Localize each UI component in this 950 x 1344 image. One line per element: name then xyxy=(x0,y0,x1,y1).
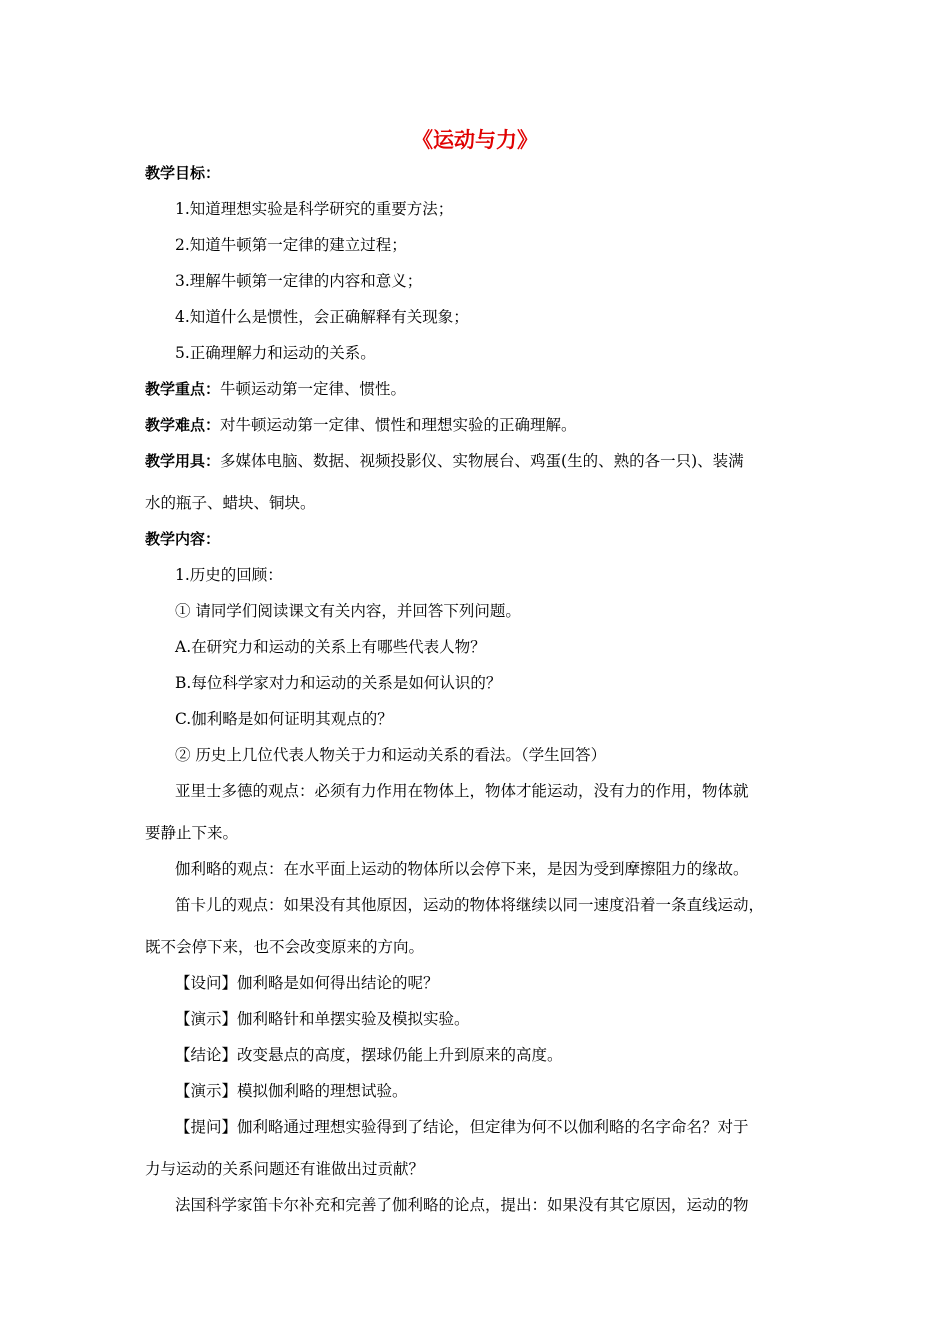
objective-item-5: 5.正确理解力和运动的关系。 xyxy=(175,344,376,362)
demo-2: 【演示】模拟伽利略的理想试验。 xyxy=(175,1082,408,1100)
difficulties-label: 教学难点： xyxy=(145,416,221,434)
objective-item-1: 1.知道理想实验是科学研究的重要方法； xyxy=(175,200,454,218)
galileo-view: 伽利略的观点：在水平面上运动的物体所以会停下来，是因为受到摩擦阻力的缘故。 xyxy=(175,860,749,878)
conclusion: 【结论】改变悬点的高度，摆球仍能上升到原来的高度。 xyxy=(175,1046,563,1064)
question-b: B.每位科学家对力和运动的关系是如何认识的？ xyxy=(175,674,502,692)
views-intro: ② 历史上几位代表人物关于力和运动关系的看法。（学生回答） xyxy=(175,746,607,764)
descartes-addition: 法国科学家笛卡尔补充和完善了伽利略的论点，提出：如果没有其它原因，运动的物 xyxy=(175,1196,749,1214)
question-intro: ① 请同学们阅读课文有关内容，并回答下列问题。 xyxy=(175,602,521,620)
tools-label: 教学用具： xyxy=(145,452,221,470)
section-history: 1.历史的回顾： xyxy=(175,566,283,584)
key-points-label: 教学重点： xyxy=(145,380,221,398)
key-points-row xyxy=(145,378,406,400)
tools-text-line1: 多媒体电脑、数据、视频投影仪、实物展台、鸡蛋(生的、熟的各一只)、装满 xyxy=(220,452,744,470)
tools-text-line2: 水的瓶子、蜡块、铜块。 xyxy=(145,494,316,512)
content-heading: 教学内容： xyxy=(145,530,221,548)
difficulties-text: 对牛顿运动第一定律、惯性和理想实验的正确理解。 xyxy=(220,416,577,434)
objectives-heading: 教学目标： xyxy=(145,164,221,182)
aristotle-view-line1: 亚里士多德的观点：必须有力作用在物体上，物体才能运动，没有力的作用，物体就 xyxy=(175,782,749,800)
page-title: 《运动与力》 xyxy=(412,128,538,152)
descartes-view-line1: 笛卡儿的观点：如果没有其他原因，运动的物体将继续以同一速度沿着一条直线运动， xyxy=(175,896,765,914)
objective-item-3: 3.理解牛顿第一定律的内容和意义； xyxy=(175,272,423,290)
question-c: C.伽利略是如何证明其观点的？ xyxy=(175,710,393,728)
question-a: A.在研究力和运动的关系上有哪些代表人物？ xyxy=(175,638,486,656)
objective-item-4: 4.知道什么是惯性，会正确解释有关现象； xyxy=(175,308,469,326)
key-points-text: 牛顿运动第一定律、惯性。 xyxy=(220,380,407,398)
aristotle-view-line2: 要静止下来。 xyxy=(145,824,239,842)
demo-1: 【演示】伽利略针和单摆实验及模拟实验。 xyxy=(175,1010,470,1028)
tools-row xyxy=(145,450,744,472)
difficulties-row xyxy=(145,414,577,436)
ask-question-2-line2: 力与运动的关系问题还有谁做出过贡献？ xyxy=(145,1160,425,1178)
descartes-view-line2: 既不会停下来，也不会改变原来的方向。 xyxy=(145,938,425,956)
ask-question-2-line1: 【提问】伽利略通过理想实验得到了结论，但定律为何不以伽利略的名字命名？对于 xyxy=(175,1118,749,1136)
ask-question-1: 【设问】伽利略是如何得出结论的呢？ xyxy=(175,974,439,992)
objective-item-2: 2.知道牛顿第一定律的建立过程； xyxy=(175,236,407,254)
